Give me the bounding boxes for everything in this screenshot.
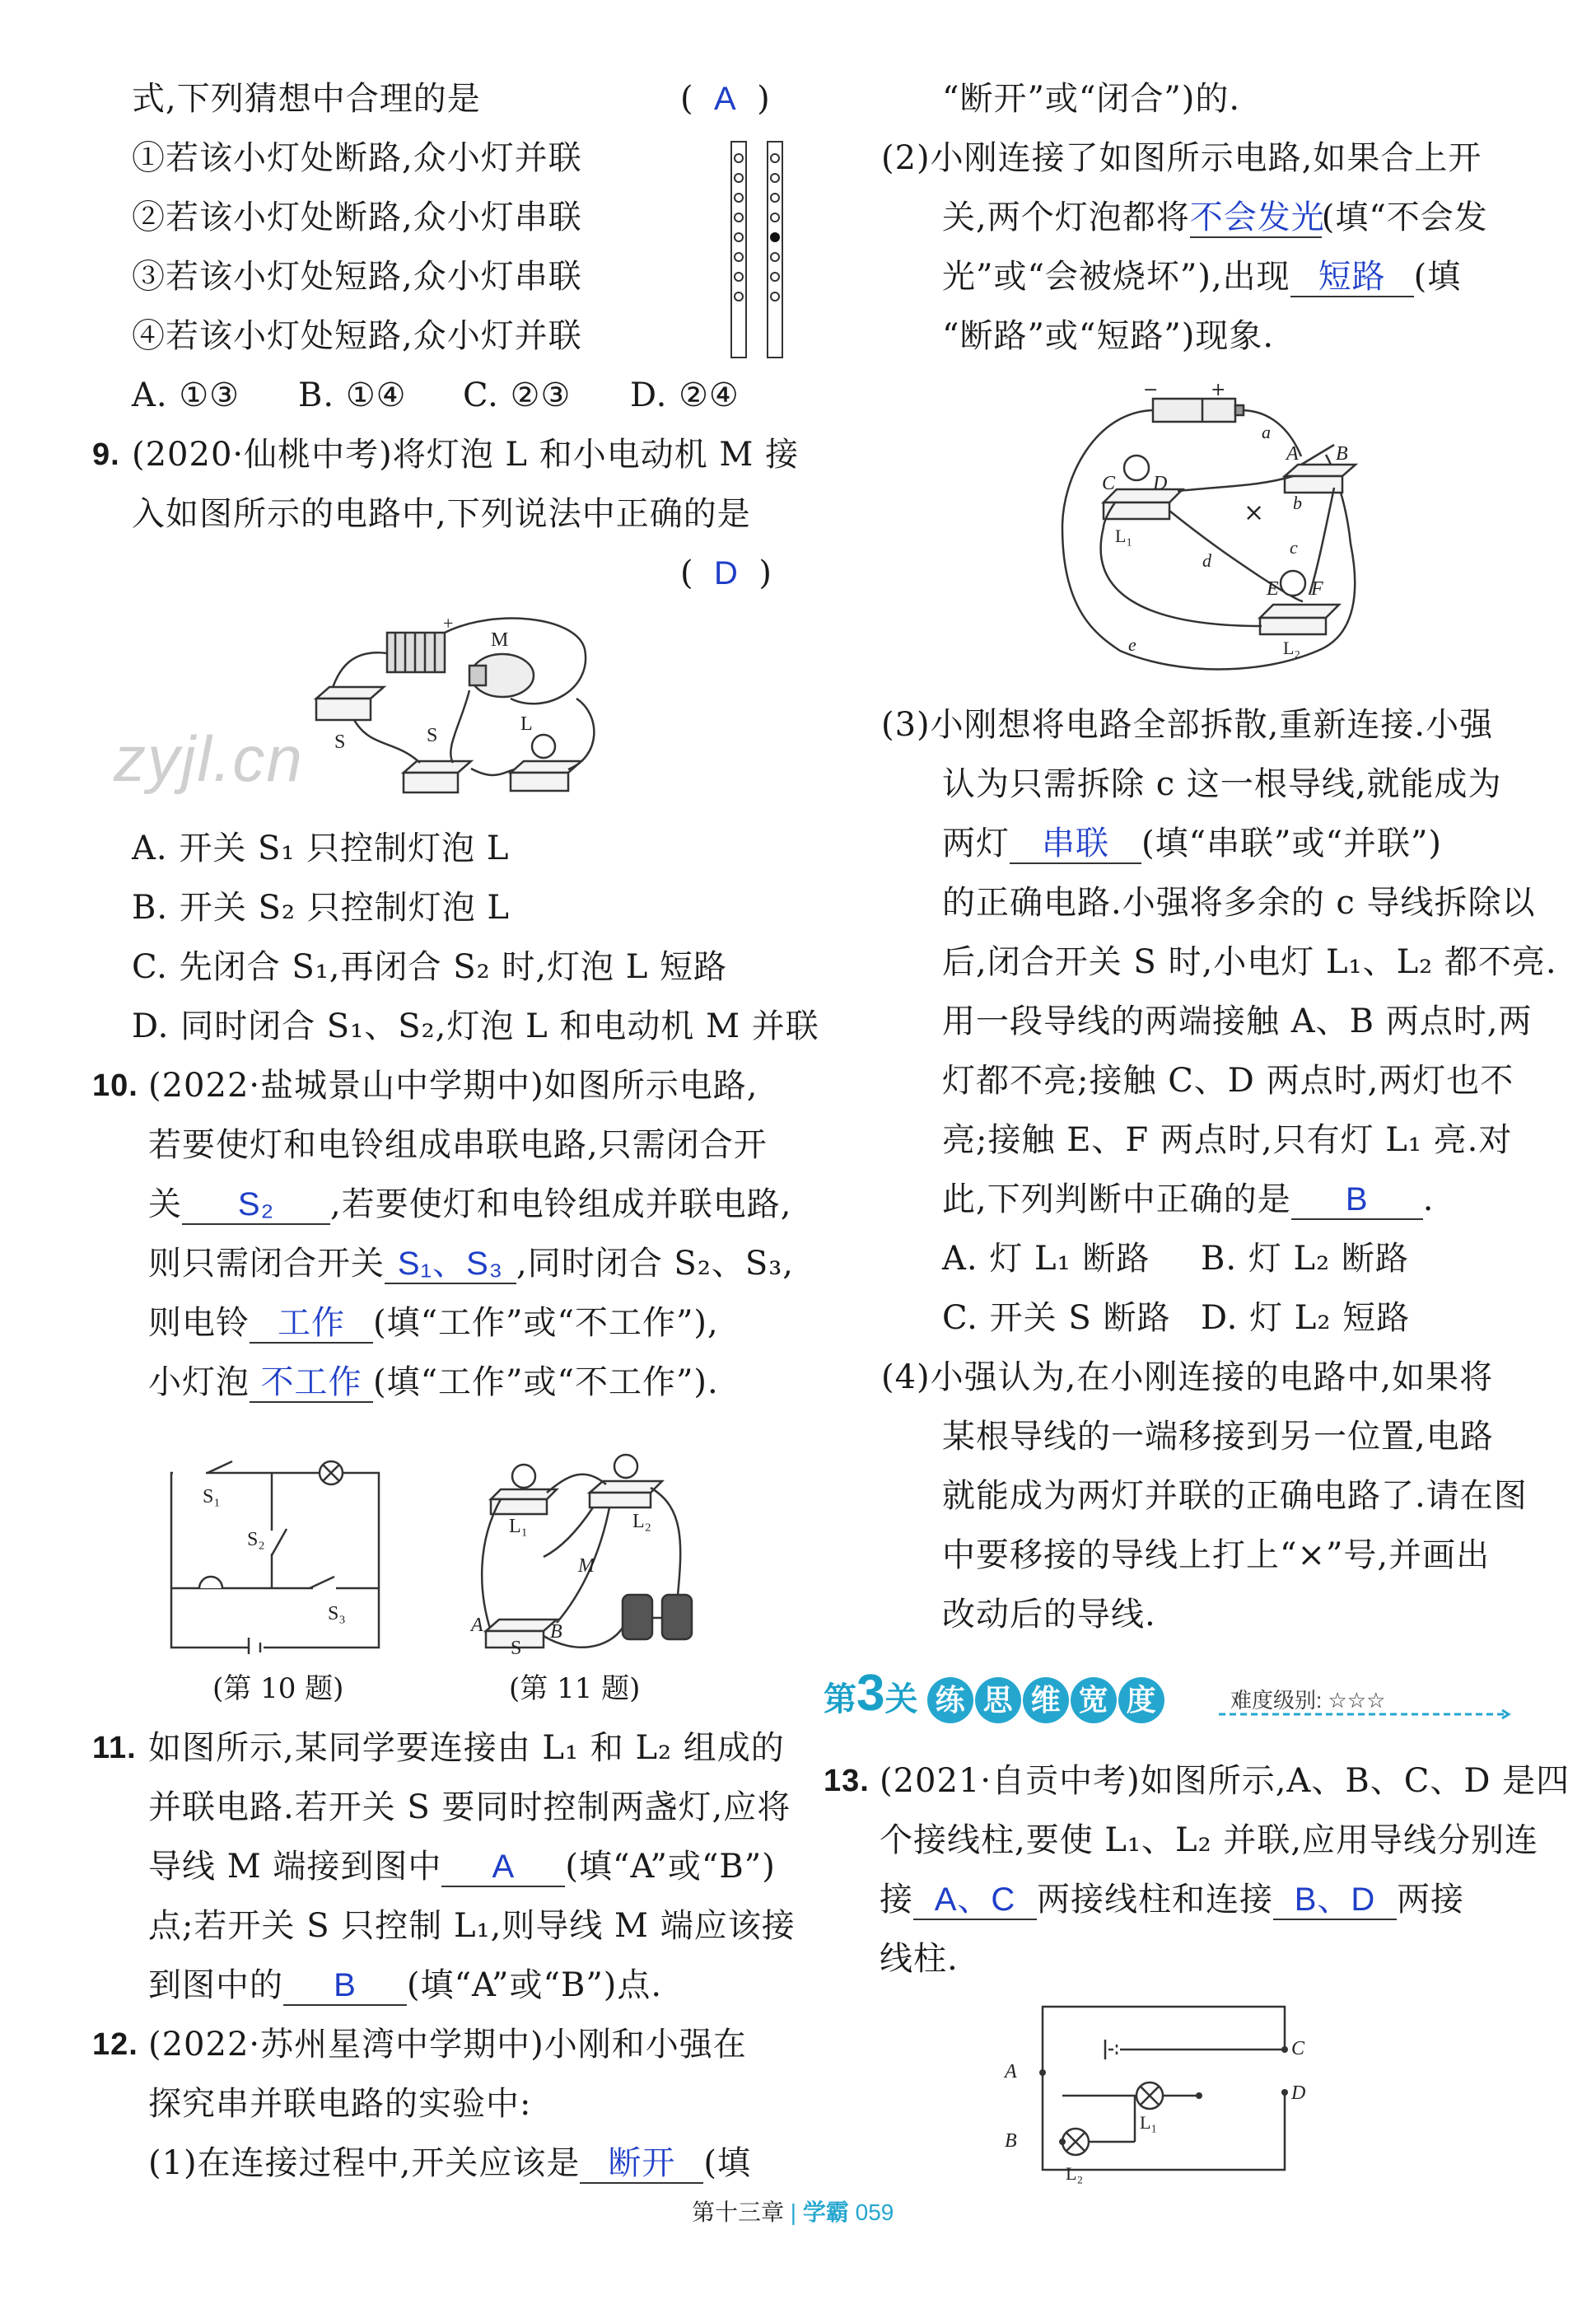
q12-point-c: C: [1102, 473, 1116, 494]
q10-blank-3: 工作: [250, 1304, 373, 1344]
q12-blank-2: 不会发光: [1190, 199, 1322, 238]
q11-a-label: A: [471, 1615, 483, 1636]
q10-line-2: 若要使灯和电铃组成串联电路,只需闭合开: [148, 1126, 768, 1164]
q12-part3-line-1: (3)小刚想将电路全部拆散,重新连接.小强: [881, 706, 1494, 744]
section-number: 3: [856, 1665, 885, 1722]
q12-part2-line-3: 光”或“会被烧坏”),出现 短路 (填: [942, 258, 1462, 296]
q12-part3-line-5: 后,闭合开关 S 时,小电灯 L₁、L₂ 都不亮.: [942, 943, 1557, 981]
q9-s2-label: S: [427, 725, 438, 746]
q12-cross-mark: ×: [1244, 498, 1265, 527]
q12-point-d: D: [1153, 473, 1168, 494]
q9-choice-d: D. 同时闭合 S₁、S₂,灯泡 L 和电动机 M 并联: [132, 1007, 819, 1045]
q8-lights-figure: [725, 138, 799, 362]
footer: 第十三章 | 学霸 059: [692, 2199, 894, 2225]
q12-number: 12.: [92, 2027, 138, 2062]
q12-l1-label: L₁: [1115, 526, 1133, 546]
q13-l2-label: L₂: [1066, 2163, 1084, 2184]
q13-blank-1: A、C: [913, 1881, 1037, 1920]
q8-choice-a: A. ①③: [132, 376, 240, 414]
q12-line-3: (1)在连接过程中,开关应该是 断开 (填: [148, 2144, 751, 2182]
q10-figure-caption: (第 10 题): [212, 1672, 344, 1705]
q12-part4-line-3: 就能成为两灯并联的正确电路了.请在图: [942, 1477, 1528, 1515]
section-title-char-3: 维: [1023, 1677, 1069, 1723]
q12-blank-1: 断开: [580, 2144, 703, 2184]
q13-number: 13.: [824, 1764, 870, 1798]
q8-choice-c: C. ②③: [463, 376, 572, 414]
q12-plus-label: +: [1211, 380, 1226, 400]
q13-point-d: D: [1291, 2082, 1306, 2104]
q10-number: 10.: [92, 1068, 138, 1103]
q12-part3-choice-c: C. 开关 S 断路: [942, 1299, 1171, 1337]
q8-option-2: ②若该小灯处断路,众小灯串联: [132, 199, 582, 236]
section-underline: [1219, 1708, 1515, 1720]
q12-part2-line-1: (2)小刚连接了如图所示电路,如果合上开: [881, 139, 1482, 177]
q13-circuit-figure: [996, 1997, 1309, 2194]
q12-l2-label: L₂: [1283, 638, 1301, 658]
q11-line-4: 点;若开关 S 只控制 L₁,则导线 M 端应该接: [148, 1907, 796, 1945]
q12-part3-line-6: 用一段导线的两端接触 A、B 两点时,两: [942, 1003, 1533, 1040]
q9-choice-c: C. 先闭合 S₁,再闭合 S₂ 时,灯泡 L 短路: [132, 948, 728, 986]
q10-line-4: 则只需闭合开关 S₁、S₃ ,同时闭合 S₂、S₃,: [148, 1245, 795, 1283]
q9-choice-a: A. 开关 S₁ 只控制灯泡 L: [132, 830, 510, 867]
q11-s-label: S: [511, 1638, 522, 1656]
q12-blank-5: B: [1291, 1180, 1423, 1220]
q12-wire-c: c: [1290, 537, 1298, 558]
q10-s3-label: S₃: [328, 1603, 346, 1624]
q8-choice-d: D. ②④: [630, 376, 740, 414]
q9-s1-label: S: [334, 731, 346, 753]
q12-line-2: 探究串并联电路的实验中:: [148, 2085, 532, 2123]
section-title-char-4: 宽: [1071, 1677, 1117, 1723]
q12-part3-line-7: 灯都不亮;接触 C、D 两点时,两灯也不: [942, 1062, 1514, 1100]
q13-l1-label: L₁: [1140, 2112, 1158, 2133]
q12-blank-4: 串联: [1010, 825, 1141, 864]
q11-circuit-figure: [461, 1442, 708, 1656]
q12-line-1: (2022·苏州星湾中学期中)小刚和小强在: [148, 2026, 747, 2064]
section-header: [824, 1664, 1166, 1729]
q12-part4-line-2: 某根导线的一端移接到另一位置,电路: [942, 1418, 1494, 1456]
q10-line-5: 则电铃 工作 (填“工作”或“不工作”),: [148, 1304, 719, 1342]
q12-point-a: A: [1286, 443, 1299, 465]
q10-circuit-figure: [156, 1456, 395, 1654]
q11-m-label: M: [578, 1555, 595, 1577]
q9-plus-label: +: [443, 616, 454, 633]
q13-line-1: (2021·自贡中考)如图所示,A、B、C、D 是四: [880, 1762, 1570, 1800]
section-title-char-1: 练: [927, 1677, 973, 1723]
q11-figure-caption: (第 11 题): [509, 1672, 641, 1705]
q11-b-label: B: [550, 1621, 562, 1643]
q9-line-1: (2020·仙桃中考)将灯泡 L 和小电动机 M 接: [132, 436, 800, 474]
q8-answer: A: [714, 81, 736, 117]
q10-blank-1: S₂: [182, 1185, 330, 1225]
q12-minus-label: −: [1143, 380, 1159, 400]
q8-choice-b: B. ①④: [298, 376, 407, 414]
q11-line-2: 并联电路.若开关 S 要同时控制两盏灯,应将: [148, 1788, 791, 1826]
section-title-char-5: 度: [1118, 1677, 1164, 1723]
q12-point-b: B: [1336, 443, 1348, 465]
footer-brand: 学霸: [802, 2199, 849, 2225]
q11-line-5: 到图中的 B (填“A”或“B”)点.: [148, 1966, 663, 2004]
q11-line-3: 导线 M 端接到图中 A (填“A”或“B”): [148, 1848, 776, 1886]
q11-blank-2: B: [283, 1966, 407, 2006]
footer-page-number: 059: [855, 2199, 894, 2225]
q9-answer-paren: ( D ): [680, 554, 772, 592]
section-prefix: 第: [824, 1681, 856, 1718]
q9-choice-b: B. 开关 S₂ 只控制灯泡 L: [132, 889, 510, 927]
q12-part3-line-4: 的正确电路.小强将多余的 c 导线拆除以: [942, 884, 1536, 922]
q12-circuit-figure: [1046, 379, 1375, 675]
q13-line-2: 个接线柱,要使 L₁、L₂ 并联,应用导线分别连: [880, 1821, 1539, 1859]
q10-s2-label: S₂: [247, 1529, 265, 1550]
q8-option-4: ④若该小灯处短路,众小灯并联: [132, 317, 582, 355]
q12-wire-b: b: [1293, 493, 1302, 513]
q8-answer-paren: ( A ): [680, 80, 770, 118]
q9-number: 9.: [92, 437, 120, 472]
q10-line-6: 小灯泡 不工作 (填“工作”或“不工作”).: [148, 1363, 719, 1401]
q12-point-f: F: [1311, 578, 1323, 600]
q12-part3-line-3: 两灯 串联 (填“串联”或“并联”): [942, 825, 1443, 862]
q12-cont-line-0: “断开”或“闭合”)的.: [942, 80, 1241, 118]
q12-part4-line-1: (4)小强认为,在小刚连接的电路中,如果将: [881, 1358, 1494, 1396]
q10-line-1: (2022·盐城景山中学期中)如图所示电路,: [148, 1067, 758, 1105]
q11-l2-label: L₂: [632, 1511, 652, 1532]
q9-motor-label: M: [491, 629, 509, 651]
section-title-char-2: 思: [975, 1677, 1021, 1723]
q12-part3-choice-a: A. 灯 L₁ 断路: [942, 1240, 1150, 1278]
q13-point-b: B: [1005, 2130, 1017, 2152]
q8-stem: 式,下列猜想中合理的是: [132, 80, 481, 118]
q9-lamp-label: L: [520, 713, 533, 735]
q12-part4-line-4: 中要移接的导线上打上“×”号,并画出: [942, 1536, 1491, 1574]
q12-part3-line-9: 此,下列判断中正确的是 B .: [942, 1180, 1435, 1218]
q9-answer: D: [714, 555, 738, 591]
watermark: zyjl.cn: [114, 722, 304, 795]
q12-wire-e: e: [1128, 634, 1136, 655]
q8-option-3: ③若该小灯处短路,众小灯串联: [132, 258, 582, 296]
q12-wire-d: d: [1202, 550, 1211, 571]
difficulty-label: 难度级别: ☆☆☆: [1230, 1688, 1386, 1713]
q9-circuit-figure: [305, 616, 618, 797]
q12-wire-a: a: [1262, 422, 1271, 442]
q11-number: 11.: [92, 1731, 137, 1765]
q13-point-a: A: [1005, 2061, 1017, 2082]
q10-s1-label: S₁: [203, 1486, 221, 1507]
q12-point-e: E: [1267, 578, 1279, 600]
q13-line-3: 接 A、C 两接线柱和连接 B、D 两接: [880, 1881, 1464, 1919]
q12-blank-3: 短路: [1290, 258, 1414, 297]
section-suffix: 关: [884, 1681, 918, 1718]
q12-part3-choice-d: D. 灯 L₂ 短路: [1201, 1299, 1411, 1337]
q8-option-1: ①若该小灯处断路,众小灯并联: [132, 139, 582, 177]
q12-part3-choice-b: B. 灯 L₂ 断路: [1201, 1240, 1409, 1278]
q12-part2-line-2: 关,两个灯泡都将不会发光(填“不会发: [942, 199, 1488, 236]
q9-line-2: 入如图所示的电路中,下列说法中正确的是: [132, 495, 751, 533]
q12-part2-line-4: “断路”或“短路”)现象.: [942, 317, 1275, 355]
q10-blank-4: 不工作: [250, 1363, 373, 1403]
footer-chapter: 第十三章: [692, 2199, 785, 2225]
q11-line-1: 如图所示,某同学要连接由 L₁ 和 L₂ 组成的: [148, 1729, 785, 1767]
q12-part3-line-2: 认为只需拆除 c 这一根导线,就能成为: [942, 765, 1502, 803]
q12-part4-line-5: 改动后的导线.: [942, 1596, 1156, 1634]
q13-line-4: 线柱.: [880, 1940, 959, 1978]
q11-l1-label: L₁: [509, 1516, 529, 1537]
q11-blank-1: A: [441, 1848, 565, 1887]
q10-blank-2: S₁、S₃: [385, 1245, 516, 1284]
q10-line-3: 关 S₂ ,若要使灯和电铃组成并联电路,: [148, 1185, 792, 1223]
q13-point-c: C: [1291, 2038, 1305, 2059]
q12-part3-line-8: 亮;接触 E、F 两点时,只有灯 L₁ 亮.对: [942, 1121, 1513, 1159]
q13-blank-2: B、D: [1273, 1881, 1397, 1920]
